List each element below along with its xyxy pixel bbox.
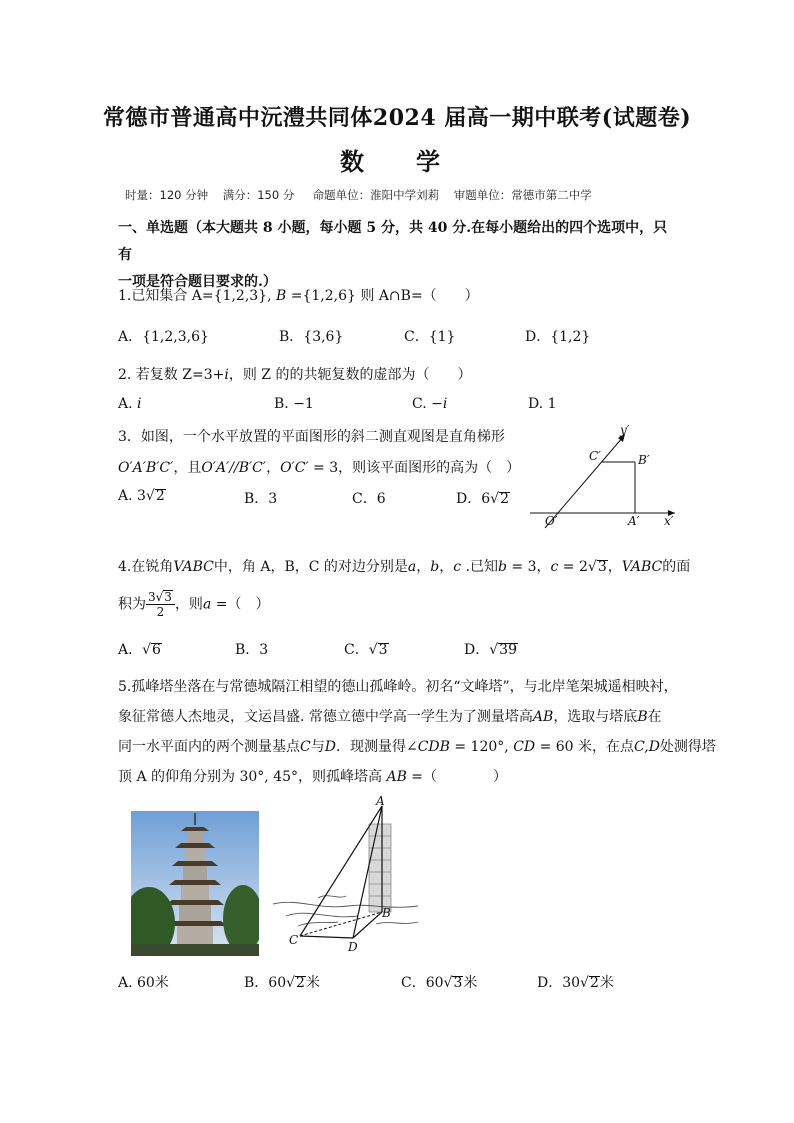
- q5-option-c-label: C．60: [401, 975, 444, 991]
- q5-pagoda-diagram: [268, 796, 423, 956]
- q5-option-d-radicand: 2: [589, 975, 599, 991]
- section-line-2: 一项是符合题目要求的.）: [118, 274, 277, 290]
- q5-option-d[interactable]: D．30√2米: [537, 975, 614, 991]
- q5-l3-j: C,D: [634, 739, 660, 755]
- q3-option-b[interactable]: B．3: [244, 491, 278, 507]
- q1-stem-c: ={1,2,6} 则 A∩B=（ ）: [286, 288, 479, 304]
- q4-option-b[interactable]: B．3: [235, 642, 269, 658]
- q5-option-c-radicand: 3: [453, 975, 463, 991]
- q4-l1-c: 中，角 A，B，C 的对边分别是: [213, 559, 408, 575]
- q4-l1-n: ，: [607, 559, 622, 575]
- label-x: x′: [664, 514, 674, 528]
- q3-l2-f: = 3，则该平面图形的高为（ ）: [308, 460, 521, 476]
- q4-option-d[interactable]: D．√39: [464, 642, 517, 658]
- q4-l2-a: 积为: [118, 596, 146, 613]
- question-2-stem: [118, 364, 471, 384]
- q4-l1-b: VABC: [173, 559, 214, 575]
- terrain-curves: [273, 896, 418, 926]
- question-3-line-2: [118, 457, 520, 477]
- q5-l3-e: ．现测量得∠: [335, 739, 418, 755]
- q4-l1-l: c: [550, 559, 559, 575]
- q4-area-fraction: [146, 590, 175, 619]
- q3-l2-c: O′A′//B′C′: [201, 460, 267, 476]
- section-line-1: 一、单选题（本大题共 8 小题，每小题 5 分，共 40 分.在每小题给出的四个选项中，只有: [118, 220, 668, 263]
- q4-l1-radicand: 3: [597, 559, 607, 575]
- q4-l1-m: = 2: [558, 559, 588, 575]
- q4-l1-o: VABC: [621, 559, 663, 575]
- segment-cd: [300, 936, 353, 938]
- exam-info: 时量：120 分钟 满分：150 分 命题单位：淮阳中学刘莉 审题单位：常德市第二中学: [125, 188, 592, 202]
- q1-stem-b: B: [276, 288, 287, 304]
- q3-option-d[interactable]: D．6√2: [456, 491, 509, 507]
- q1-option-b[interactable]: B．{3,6}: [279, 329, 344, 345]
- q4-l1-k: = 3，: [506, 559, 551, 575]
- q5-l4-c: =（ ）: [406, 769, 508, 785]
- q2-stem-c: ，则 Z 的的共轭复数的虚部为（ ）: [228, 367, 472, 383]
- q4-l1-i: .已知: [461, 559, 498, 575]
- q3-option-c[interactable]: C．6: [352, 491, 386, 507]
- q4-l1-a: 4.在锐角: [118, 559, 174, 575]
- q5-l2-e: 在: [647, 709, 662, 725]
- q4-option-d-radicand: 39: [499, 642, 517, 658]
- q3-trapezoid-figure: [525, 420, 685, 535]
- q2-stem-a: 2. 若复数 Z=3+: [118, 367, 225, 383]
- q4-l2-b: ，则: [174, 596, 203, 613]
- q4-l1-f: b: [430, 559, 440, 575]
- q2-option-a[interactable]: [118, 396, 142, 412]
- q4-l1-j: b: [497, 559, 507, 575]
- q1-option-a[interactable]: A．{1,2,3,6}: [118, 329, 209, 345]
- q4-l2-d: =（ ）: [211, 596, 270, 613]
- q1-option-d[interactable]: D．{1,2}: [525, 329, 591, 345]
- q4-frac-radicand: 3: [164, 590, 172, 604]
- label-y: y′: [620, 423, 630, 437]
- q3-option-d-radicand: 2: [500, 491, 509, 507]
- q5-option-c[interactable]: C．60√3米: [401, 975, 478, 991]
- q5-l3-k: 处测得塔: [659, 739, 716, 755]
- section-heading: [118, 215, 678, 296]
- q3-l2-d: ，: [266, 460, 281, 476]
- q2-option-c-value: i: [442, 396, 448, 412]
- q5-l2-d: B: [637, 709, 648, 725]
- q2-option-b[interactable]: B. −1: [274, 396, 314, 412]
- q3-l2-b: ，且: [173, 460, 202, 476]
- q4-option-a-label: A．: [118, 642, 143, 658]
- question-5-line-4: [118, 766, 507, 786]
- label-b: B′: [638, 453, 650, 467]
- q5-l2-c: ，选取与塔底: [553, 709, 638, 725]
- q2-option-a-label: A.: [118, 396, 138, 412]
- q5-l3-b: C: [300, 739, 311, 755]
- question-5-line-1: 5.孤峰塔坐落在与常德城隔江相望的德山孤峰岭。初名“文峰塔”，与北岸笔架城遥相映衬，: [118, 679, 678, 695]
- q5-l4-b: AB: [386, 769, 407, 785]
- q4-l2-c: a: [202, 596, 212, 613]
- label-a: A′: [628, 514, 640, 528]
- question-1-stem: [118, 285, 479, 305]
- q4-frac-num: 3√3: [146, 590, 175, 605]
- q2-option-c[interactable]: [412, 396, 447, 412]
- q2-option-c-label: C. −: [412, 396, 443, 412]
- question-3-line-1: 3．如图，一个水平放置的平面图形的斜二测直观图是直角梯形: [118, 429, 505, 445]
- q5-option-c-unit: 米: [463, 975, 478, 991]
- label-a: A: [376, 796, 385, 808]
- q5-l3-h: CD: [513, 739, 536, 755]
- q3-option-d-label: D．6: [456, 491, 491, 507]
- q4-frac-den: 2: [156, 605, 165, 619]
- q5-option-a[interactable]: A. 60米: [118, 975, 169, 991]
- q4-option-d-label: D．: [464, 642, 490, 658]
- q4-l1-p: 的面: [662, 559, 691, 575]
- q4-l1-d: a: [407, 559, 417, 575]
- q5-option-b[interactable]: B．60√2米: [244, 975, 320, 991]
- q4-option-a[interactable]: A．√6: [118, 642, 161, 658]
- tower-sketch: [369, 824, 391, 912]
- q2-stem-b: i: [224, 367, 229, 383]
- q5-l3-c: 与: [310, 739, 325, 755]
- q5-l3-f: CDB: [417, 739, 450, 755]
- label-o: O′: [545, 514, 558, 528]
- q4-option-c-label: C．: [344, 642, 369, 658]
- label-c: C′: [589, 449, 601, 463]
- q5-l2-a: 象征常德人杰地灵，文运昌盛. 常德立德中学高一学生为了测量塔高: [118, 709, 533, 725]
- q4-l1-g: ，: [439, 559, 454, 575]
- q5-option-b-label: B．60: [244, 975, 287, 991]
- q2-option-d[interactable]: D. 1: [528, 396, 557, 412]
- q4-frac-coef: 3: [148, 590, 156, 604]
- q5-l4-a: 顶 A 的仰角分别为 30°, 45°，则孤峰塔高: [118, 769, 387, 785]
- q3-l2-e: O′C′: [280, 460, 309, 476]
- q4-l1-h: c: [453, 559, 462, 575]
- question-4-line-1: 4.在锐角VABC中，角 A，B，C 的对边分别是a，b，c .已知b = 3，c = 2√3，VABC的面: [118, 559, 691, 575]
- pagoda-photo: [131, 811, 259, 956]
- q5-option-b-radicand: 2: [296, 975, 305, 991]
- q5-l3-d: D: [324, 739, 336, 755]
- exam-title: 常德市普通高中沅澧共同体2024 届高一期中联考(试题卷): [102, 105, 692, 131]
- q2-option-a-value: i: [137, 396, 142, 412]
- q3-l2-a: O′A′B′C′: [118, 460, 174, 476]
- q5-l3-a: 同一水平面内的两个测量基点: [118, 739, 300, 755]
- q4-l1-e: ，: [416, 559, 431, 575]
- question-5-line-2: [118, 706, 662, 726]
- q5-l3-g: = 120°,: [449, 739, 514, 755]
- question-4-line-2: [118, 590, 269, 619]
- ground: [131, 944, 259, 956]
- q3-option-a[interactable]: A. 3√2: [118, 488, 165, 504]
- q5-option-d-label: D．30: [537, 975, 581, 991]
- subject-title: 数 学: [340, 147, 454, 176]
- q5-l2-b: AB: [532, 709, 554, 725]
- q4-option-a-radicand: 6: [152, 642, 161, 658]
- q5-l3-i: = 60 米，在点: [535, 739, 635, 755]
- label-d: D: [348, 940, 358, 954]
- q3-option-a-radicand: 2: [155, 488, 165, 504]
- q4-option-c-radicand: 3: [378, 642, 388, 658]
- q5-option-d-unit: 米: [599, 975, 614, 991]
- label-b: B: [382, 906, 391, 920]
- q4-option-c[interactable]: C．√3: [344, 642, 388, 658]
- label-c: C: [289, 933, 299, 947]
- q1-stem-a: 1.已知集合 A={1,2,3},: [118, 288, 276, 304]
- q5-option-b-unit: 米: [305, 975, 320, 991]
- question-5-line-3: [118, 736, 716, 756]
- q3-option-a-label: A. 3: [118, 488, 146, 504]
- q1-option-c[interactable]: C．{1}: [404, 329, 456, 345]
